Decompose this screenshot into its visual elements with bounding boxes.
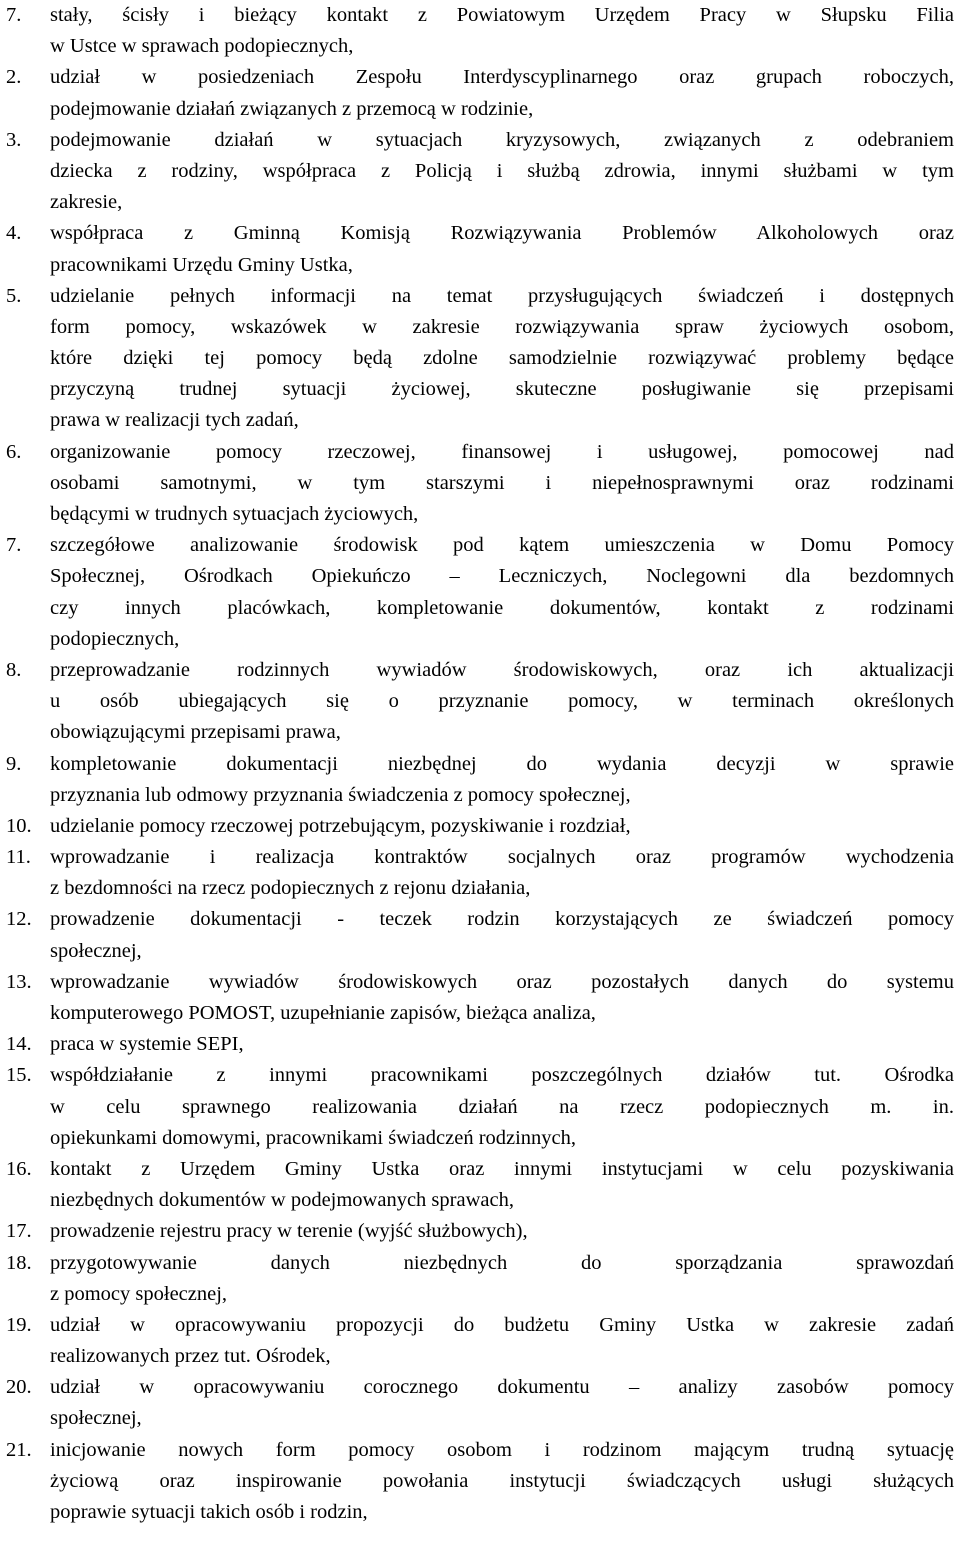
line-text: współdziałanie z innymi pracownikami poszczególnych działów tut. Ośrodka [50, 1064, 954, 1087]
document-line [6, 1341, 954, 1372]
line-text: udział w opracowywaniu corocznego dokumentu – analizy zasobów pomocy [50, 1376, 954, 1399]
document-line [6, 499, 954, 530]
item-number: 8. [6, 658, 22, 681]
item-number: 14. [6, 1033, 32, 1056]
line-text: form pomocy, wskazówek w zakresie rozwiązywania spraw życiowych osobom, [50, 315, 954, 338]
line-text: społecznej, [50, 1407, 142, 1430]
line-text: pracownikami Urzędu Gminy Ustka, [50, 253, 353, 276]
document-line [6, 1060, 954, 1091]
document-line [6, 125, 954, 156]
item-number: 12. [6, 908, 32, 931]
document-line [6, 437, 954, 468]
document-line [6, 998, 954, 1029]
line-text: przeprowadzanie rodzinnych wywiadów środowiskowych, oraz ich aktualizacji [50, 658, 954, 681]
line-text: podopiecznych, [50, 627, 180, 650]
line-text: podejmowanie działań związanych z przemocą w rodzinie, [50, 97, 534, 120]
document-line [6, 31, 954, 62]
document-line [6, 1185, 954, 1216]
line-text: kontakt z Urzędem Gminy Ustka oraz innymi instytucjami w celu pozyskiwania [50, 1157, 954, 1180]
line-text: obowiązującymi przepisami prawa, [50, 721, 341, 744]
line-text: w Ustce w sprawach podopiecznych, [50, 35, 354, 58]
line-text: w celu sprawnego realizowania działań na rzecz podopiecznych m. in. [50, 1095, 954, 1118]
item-number: 18. [6, 1251, 32, 1274]
document-line [6, 218, 954, 249]
document-line [6, 624, 954, 655]
item-number: 2. [6, 66, 22, 89]
line-text: udzielanie pomocy rzeczowej potrzebującym, pozyskiwanie i rozdział, [50, 814, 631, 837]
line-text: udział w opracowywaniu propozycji do budżetu Gminy Ustka w zakresie zadań [50, 1313, 954, 1336]
document-line [6, 1403, 954, 1434]
line-text: kompletowanie dokumentacji niezbędnej do wydania decyzji w sprawie [50, 752, 954, 775]
document-line [6, 1248, 954, 1279]
line-text: realizowanych przez tut. Ośrodek, [50, 1345, 331, 1368]
line-text: poprawie sytuacji takich osób i rodzin, [50, 1501, 368, 1523]
document-line [6, 1029, 954, 1060]
document-line [6, 250, 954, 281]
document-line [6, 749, 954, 780]
line-text: przyznania lub odmowy przyznania świadczenia z pomocy społecznej, [50, 783, 631, 806]
document-line [6, 593, 954, 624]
item-number: 6. [6, 440, 22, 463]
document-line [6, 0, 954, 31]
line-text: współpraca z Gminną Komisją Rozwiązywania Problemów Alkoholowych oraz [50, 222, 954, 245]
line-text: przyczyną trudnej sytuacji życiowej, skuteczne posługiwanie się przepisami [50, 378, 954, 401]
document-line [6, 374, 954, 405]
line-text: u osób ubiegających się o przyznanie pomocy, w terminach określonych [50, 690, 954, 713]
document-line [6, 967, 954, 998]
document-line [6, 1279, 954, 1310]
item-number: 9. [6, 752, 22, 775]
document-line [6, 156, 954, 187]
line-text: niezbędnych dokumentów w podejmowanych sprawach, [50, 1189, 514, 1212]
item-number: 20. [6, 1376, 32, 1399]
line-text: z pomocy społecznej, [50, 1282, 228, 1305]
document-line [6, 468, 954, 499]
line-text: społecznej, [50, 939, 142, 962]
item-number: 5. [6, 284, 22, 307]
line-text: będącymi w trudnych sytuacjach życiowych, [50, 503, 419, 525]
item-number: 17. [6, 1220, 32, 1243]
document-line [6, 1154, 954, 1185]
document-line [6, 904, 954, 935]
document-line [6, 936, 954, 967]
document-line [6, 62, 954, 93]
item-number: 16. [6, 1157, 32, 1180]
document-line [6, 405, 954, 436]
duties-list [6, 0, 954, 1528]
line-text: prawa w realizacji tych zadań, [50, 409, 299, 432]
document-line [6, 1216, 954, 1247]
document-line [6, 561, 954, 592]
line-text: z bezdomności na rzecz podopiecznych z rejonu działania, [50, 877, 531, 900]
document-line [6, 343, 954, 374]
line-text: praca w systemie SEPI, [50, 1033, 244, 1056]
line-text: komputerowego POMOST, uzupełnianie zapisów, bieżąca analiza, [50, 1002, 596, 1024]
document-line [6, 1310, 954, 1341]
document-line [6, 686, 954, 717]
document-line [6, 655, 954, 686]
line-text: prowadzenie rejestru pracy w terenie (wyjść służbowych), [50, 1220, 528, 1243]
line-text: inicjowanie nowych form pomocy osobom i rodzinom mającym trudną sytuację [50, 1438, 954, 1461]
document-line [6, 281, 954, 312]
document-line [6, 1497, 954, 1528]
item-number: 4. [6, 222, 22, 245]
document-line [6, 1435, 954, 1466]
item-number: 3. [6, 128, 22, 151]
item-number: 21. [6, 1438, 32, 1461]
document-line [6, 1466, 954, 1497]
line-text: zakresie, [50, 191, 123, 214]
document-line [6, 1092, 954, 1123]
item-number: 13. [6, 970, 32, 993]
document-line [6, 312, 954, 343]
item-number: 7. [6, 534, 22, 557]
line-text: które dzięki tej pomocy będą zdolne samodzielnie rozwiązywać problemy będące [50, 347, 954, 370]
line-text: dziecka z rodziny, współpraca z Policją i służbą zdrowia, innymi służbami w tym [50, 159, 954, 182]
line-text: przygotowywanie danych niezbędnych do sporządzania sprawozdań [50, 1251, 954, 1274]
item-number: 7. [6, 4, 22, 26]
document-line [6, 1372, 954, 1403]
document-line [6, 187, 954, 218]
document-line [6, 717, 954, 748]
document-line [6, 811, 954, 842]
document-line [6, 1123, 954, 1154]
line-text: czy innych placówkach, kompletowanie dokumentów, kontakt z rodzinami [50, 596, 954, 619]
line-text: udzielanie pełnych informacji na temat przysługujących świadczeń i dostępnych [50, 284, 954, 307]
line-text: organizowanie pomocy rzeczowej, finansowej i usługowej, pomocowej nad [50, 440, 954, 463]
line-text: podejmowanie działań w sytuacjach kryzysowych, związanych z odebraniem [50, 128, 954, 151]
item-number: 10. [6, 814, 32, 837]
line-text: Społecznej, Ośrodkach Opiekuńczo – Leczniczych, Noclegowni dla bezdomnych [50, 565, 954, 588]
line-text: stały, ścisły i bieżący kontakt z Powiatowym Urzędem Pracy w Słupsku Filia [50, 4, 954, 26]
document-line [6, 780, 954, 811]
document-line [6, 530, 954, 561]
document-line [6, 94, 954, 125]
line-text: szczegółowe analizowanie środowisk pod kątem umieszczenia w Domu Pomocy [50, 534, 954, 557]
line-text: życiową oraz inspirowanie powołania instytucji świadczących usługi służących [50, 1469, 954, 1492]
line-text: opiekunkami domowymi, pracownikami świadczeń rodzinnych, [50, 1126, 577, 1149]
line-text: prowadzenie dokumentacji - teczek rodzin korzystających ze świadczeń pomocy [50, 908, 954, 931]
line-text: wprowadzanie wywiadów środowiskowych oraz pozostałych danych do systemu [50, 970, 954, 993]
line-text: osobami samotnymi, w tym starszymi i niepełnosprawnymi oraz rodzinami [50, 471, 954, 494]
document-line [6, 873, 954, 904]
document-line [6, 842, 954, 873]
item-number: 15. [6, 1064, 32, 1087]
item-number: 11. [6, 846, 31, 869]
line-text: udział w posiedzeniach Zespołu Interdyscyplinarnego oraz grupach roboczych, [50, 66, 954, 89]
line-text: wprowadzanie i realizacja kontraktów socjalnych oraz programów wychodzenia [50, 846, 954, 869]
item-number: 19. [6, 1313, 32, 1336]
